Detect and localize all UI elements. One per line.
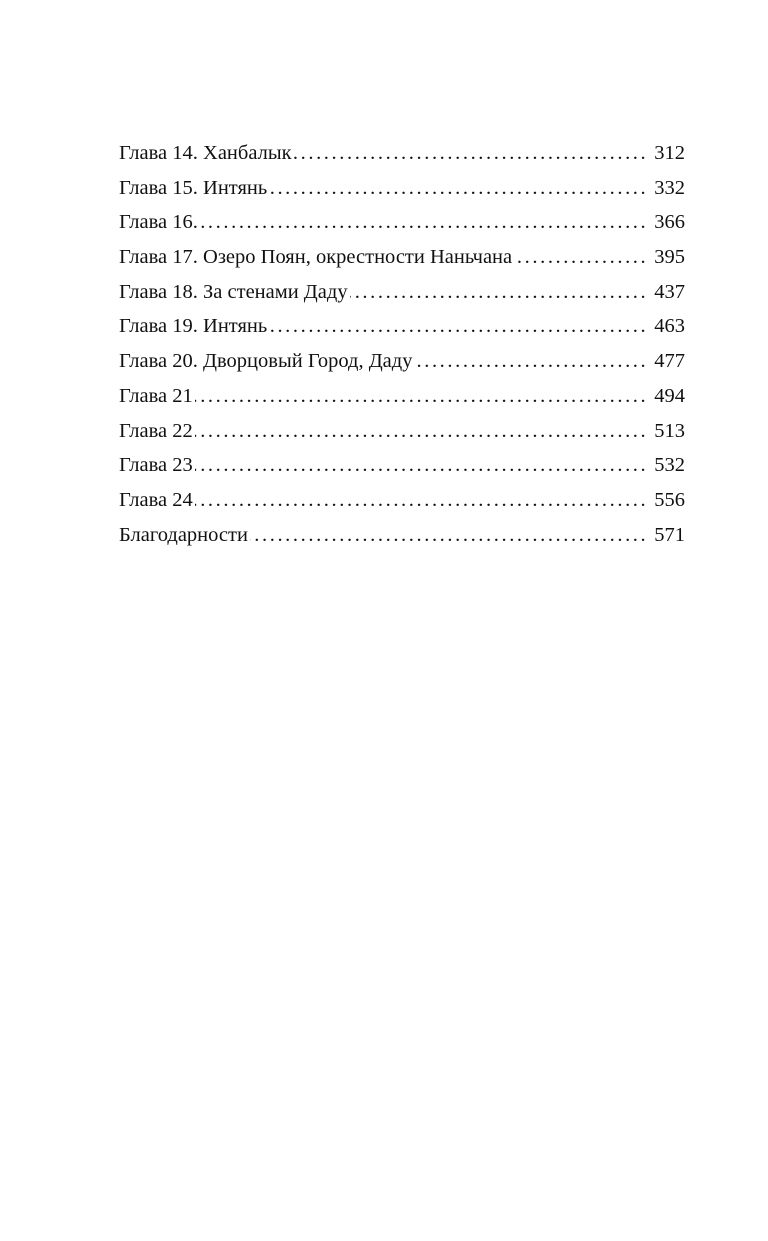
- toc-entry-page-number: 556: [654, 488, 685, 511]
- toc-entry-title: Глава 24: [119, 488, 193, 511]
- toc-entry-page-number: 366: [654, 211, 685, 234]
- toc-entry: [119, 379, 685, 414]
- toc-entry: [119, 136, 685, 171]
- toc-entry-page-number: 395: [654, 246, 685, 269]
- dot-leader: [195, 379, 648, 414]
- toc-entry-title: Глава 20. Дворцовый Город, Даду: [119, 350, 413, 373]
- toc-entry-title: Глава 23: [119, 454, 193, 477]
- toc-entry-title: Благодарности: [119, 523, 248, 546]
- toc-entry-title: Глава 19. Интянь: [119, 315, 268, 338]
- dot-leader: [195, 414, 648, 449]
- toc-entry-title: Глава 17. Озеро Поян, окрестности Наньчана: [119, 246, 513, 269]
- toc-entry: [119, 483, 685, 518]
- toc-entry-page-number: 513: [654, 419, 685, 442]
- dot-leader: [195, 448, 648, 483]
- toc-entry: [119, 240, 685, 275]
- toc-entry: [119, 344, 685, 379]
- toc-entry-page-number: 312: [654, 142, 685, 164]
- toc-entry: [119, 205, 685, 240]
- dot-leader: [200, 205, 648, 240]
- toc-entry: [119, 171, 685, 206]
- dot-leader: [514, 240, 648, 275]
- toc-entry: [119, 414, 685, 449]
- dot-leader: [250, 518, 648, 553]
- dot-leader: [269, 309, 648, 344]
- toc-entry-title: Глава 22: [119, 419, 193, 442]
- toc-entry: [119, 275, 685, 310]
- dot-leader: [414, 344, 648, 379]
- toc-entry-page-number: 332: [654, 176, 685, 199]
- toc-entry-page-number: 571: [654, 523, 685, 546]
- toc-entry-title: Глава 18. За стенами Даду: [119, 280, 348, 303]
- table-of-contents: [119, 136, 685, 552]
- toc-entry-page-number: 477: [654, 350, 685, 373]
- dot-leader: [350, 275, 649, 310]
- toc-entry-title: Глава 15. Интянь: [119, 176, 268, 199]
- dot-leader: [294, 136, 649, 171]
- toc-entry-title: Глава 16.: [119, 211, 198, 234]
- toc-entry: [119, 448, 685, 483]
- toc-entry-page-number: 437: [654, 280, 685, 303]
- dot-leader: [195, 483, 648, 518]
- toc-entry: [119, 309, 685, 344]
- toc-entry: [119, 518, 685, 553]
- toc-entry-title: Глава 21: [119, 384, 193, 407]
- toc-entry-page-number: 532: [654, 454, 685, 477]
- toc-entry-title: Глава 14. Ханбалык: [119, 142, 292, 164]
- toc-entry-page-number: 494: [654, 384, 685, 407]
- dot-leader: [269, 171, 648, 206]
- toc-entry-page-number: 463: [654, 315, 685, 338]
